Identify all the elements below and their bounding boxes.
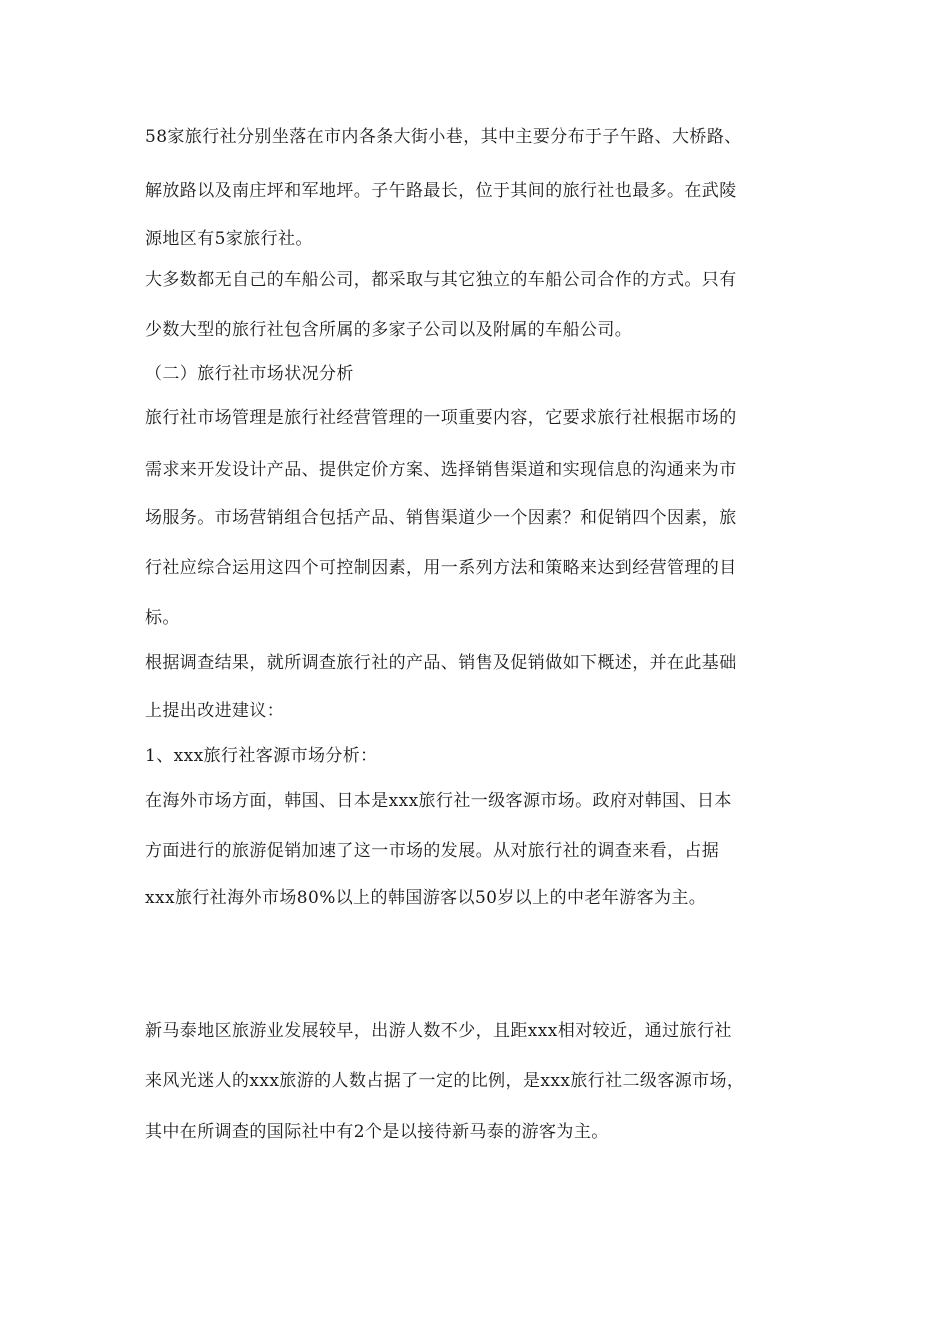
section-heading: （二）旅行社市场状况分析 — [145, 364, 354, 384]
text-line: 旅行社市场管理是旅行社经营管理的一项重要内容，它要求旅行社根据市场的 — [145, 408, 737, 428]
text-line: xxx旅行社海外市场80%以上的韩国游客以50岁以上的中老年游客为主。 — [145, 888, 707, 908]
text-line: 方面进行的旅游促销加速了这一市场的发展。从对旅行社的调查来看，占据 — [145, 841, 720, 861]
text-line: 其中在所调查的国际社中有2个是以接待新马泰的游客为主。 — [145, 1122, 609, 1142]
text-line: 场服务。市场营销组合包括产品、销售渠道少一个因素？和促销四个因素，旅 — [145, 508, 737, 528]
text-line: 大多数都无自己的车船公司，都采取与其它独立的车船公司合作的方式。只有 — [145, 270, 737, 290]
text-line: 行社应综合运用这四个可控制因素，用一系列方法和策略来达到经营管理的目 — [145, 558, 737, 578]
text-line: 来风光迷人的xxx旅游的人数占据了一定的比例，是xxx旅行社二级客源市场， — [145, 1071, 745, 1091]
text-line: 根据调查结果，就所调查旅行社的产品、销售及促销做如下概述，并在此基础 — [145, 653, 737, 673]
text-line: 新马泰地区旅游业发展较早，出游人数不少，且距xxx相对较近，通过旅行社 — [145, 1021, 732, 1041]
text-line: 上提出改进建议： — [145, 701, 285, 721]
text-line: 需求来开发设计产品、提供定价方案、选择销售渠道和实现信息的沟通来为市 — [145, 460, 737, 480]
text-line: 58家旅行社分别坐落在市内各条大街小巷，其中主要分布于子午路、大桥路、 — [145, 127, 742, 147]
text-line: 标。 — [145, 608, 180, 628]
text-line: 少数大型的旅行社包含所属的多家子公司以及附属的车船公司。 — [145, 320, 633, 340]
text-line: 解放路以及南庄坪和军地坪。子午路最长，位于其间的旅行社也最多。在武陵 — [145, 181, 737, 201]
text-line: 源地区有5家旅行社。 — [145, 229, 313, 249]
text-line: 在海外市场方面，韩国、日本是xxx旅行社一级客源市场。政府对韩国、日本 — [145, 791, 732, 811]
subsection-heading: 1、xxx旅行社客源市场分析： — [145, 746, 378, 766]
